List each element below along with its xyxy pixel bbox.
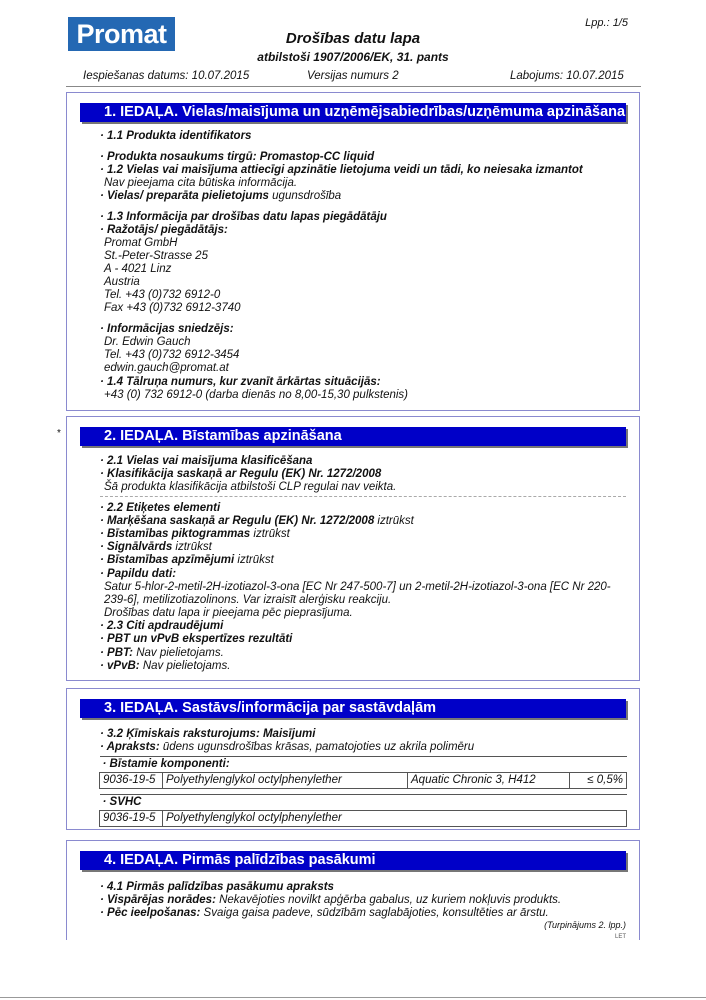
s1-line: · Ražotājs/ piegādātājs:: [100, 224, 228, 236]
s2-line: Drošības datu lapa ir pieejama pēc pieprasījuma.: [104, 607, 353, 619]
s1-line: · Informācijas sniedzējs:: [100, 323, 234, 335]
continued-note: (Turpinājums 2. lpp.): [544, 920, 626, 930]
section-4-title: 4. IEDAĻA. Pirmās palīdzības pasākumi: [80, 851, 626, 870]
version-number: Versijas numurs 2: [307, 70, 399, 82]
s2-line: · Klasifikācija saskaņā ar Regulu (EK) Nr. 1272/2008: [100, 468, 382, 480]
section-3-title: 3. IEDAĻA. Sastāvs/informācija par sastāvdaļām: [80, 699, 626, 718]
percent-cell: ≤ 0,5%: [570, 773, 627, 789]
s3-line: · 3.2 Ķīmiskais raksturojums: Maisījumi: [100, 728, 316, 740]
promat-logo: Promat: [68, 17, 175, 51]
name-cell: Polyethylenglykol octylphenylether: [163, 811, 627, 827]
s1-line: Dr. Edwin Gauch: [104, 336, 191, 348]
name-cell: Polyethylenglykol octylphenylether: [163, 773, 408, 789]
s4-line: · Pēc ieelpošanas: Svaiga gaisa padeve, sūdzībām saglabājoties, konsultēties ar ārstu.: [100, 907, 549, 919]
s1-line: · 1.4 Tālruņa numurs, kur zvanīt ārkārtas situācijās:: [100, 376, 381, 388]
s2-line: · Marķēšana saskaņā ar Regulu (EK) Nr. 1272/2008 iztrūkst: [100, 515, 414, 527]
s1-line: Tel. +43 (0)732 6912-0: [104, 289, 221, 301]
s2-line: 239-6], metilizotiazolinons. Var izraisīt alerģisku reakciju.: [104, 594, 392, 606]
s2-line: Šā produkta klasifikācija atbilstoši CLP regulai nav veikta.: [104, 481, 397, 493]
table-header: · Bīstamie komponenti:: [100, 757, 627, 773]
s1-line: · Produkta nosaukums tirgū: Promastop-CC liquid: [100, 151, 375, 163]
s1-line: Promat GmbH: [104, 237, 178, 249]
s2-line: · Papildu dati:: [100, 568, 177, 580]
s2-line: · 2.2 Etiķetes elementi: [100, 502, 221, 514]
s4-line: · Vispārējas norādes: Nekavējoties novilkt apģērba gabalus, uz kuriem nokļuvis produkts.: [100, 894, 562, 906]
s1-line: edwin.gauch@promat.at: [104, 362, 229, 374]
cas-cell: 9036-19-5: [100, 811, 163, 827]
footer-line: [0, 997, 706, 998]
page-number: Lpp.: 1/5: [585, 17, 628, 29]
document-subtitle: atbilstoši 1907/2006/EK, 31. pants: [257, 50, 449, 64]
table-header: · SVHC: [100, 795, 627, 811]
s1-line: Fax +43 (0)732 6912-3740: [104, 302, 241, 314]
s1-line: +43 (0) 732 6912-0 (darba dienās no 8,00-15,30 pulkstenis): [104, 389, 408, 401]
s1-line: · 1.1 Produkta identifikators: [100, 130, 252, 142]
classification-cell: Aquatic Chronic 3, H412: [408, 773, 570, 789]
section-2-title: 2. IEDAĻA. Bīstamības apzināšana: [80, 427, 626, 446]
s1-line: St.-Peter-Strasse 25: [104, 250, 208, 262]
s1-line: Austria: [104, 276, 140, 288]
s1-line: · 1.2 Vielas vai maisījuma attiecīgi apzinātie lietojuma veidi un tādi, ko neiesaka izmantot: [100, 164, 583, 176]
s2-line: · Signālvārds iztrūkst: [100, 541, 212, 553]
print-date: Iespiešanas datums: 10.07.2015: [83, 70, 250, 82]
svhc-table: [99, 794, 627, 827]
revision-date: Labojums: 10.07.2015: [510, 70, 624, 82]
s2-line: · PBT un vPvB ekspertīzes rezultāti: [100, 633, 293, 645]
language-code: LET: [614, 934, 626, 940]
hazardous-components-table: [99, 756, 627, 789]
section-1-title: 1. IEDAĻA. Vielas/maisījuma un uzņēmējsabiedrības/uzņēmuma apzināšana: [80, 103, 626, 122]
s2-line: · PBT: Nav pielietojams.: [100, 647, 224, 659]
s4-line: · 4.1 Pirmās palīdzības pasākumu apraksts: [100, 881, 334, 893]
revision-mark: *: [57, 428, 61, 439]
cas-cell: 9036-19-5: [100, 773, 163, 789]
s3-line: · Apraksts: ūdens ugunsdrošības krāsas, pamatojoties uz akrila polimēru: [100, 741, 475, 753]
s2-line: · vPvB: Nav pielietojams.: [100, 660, 231, 672]
s1-line: Tel. +43 (0)732 6912-3454: [104, 349, 240, 361]
s2-line: · 2.1 Vielas vai maisījuma klasificēšana: [100, 455, 313, 467]
document-title: Drošības datu lapa: [285, 30, 421, 47]
s1-line: Nav pieejama cita būtiska informācija.: [104, 177, 298, 189]
s1-line: · 1.3 Informācija par drošības datu lapas piegādātāju: [100, 211, 387, 223]
s2-line: Satur 5-hlor-2-metil-2H-izotiazol-3-ona [EC Nr 247-500-7] un 2-metil-2H-izotiazol-3-ona [EC Nr 220-: [104, 581, 611, 593]
table-row: [100, 773, 627, 789]
s1-line: A - 4021 Linz: [104, 263, 172, 275]
s2-line: · Bīstamības apzīmējumi iztrūkst: [100, 554, 274, 566]
divider: [100, 496, 626, 497]
table-row: [100, 811, 627, 827]
s2-line: · 2.3 Citi apdraudējumi: [100, 620, 224, 632]
s2-line: · Bīstamības piktogrammas iztrūkst: [100, 528, 290, 540]
s1-line: · Vielas/ preparāta pielietojums ugunsdrošība: [100, 190, 342, 202]
header-divider: [66, 86, 641, 87]
